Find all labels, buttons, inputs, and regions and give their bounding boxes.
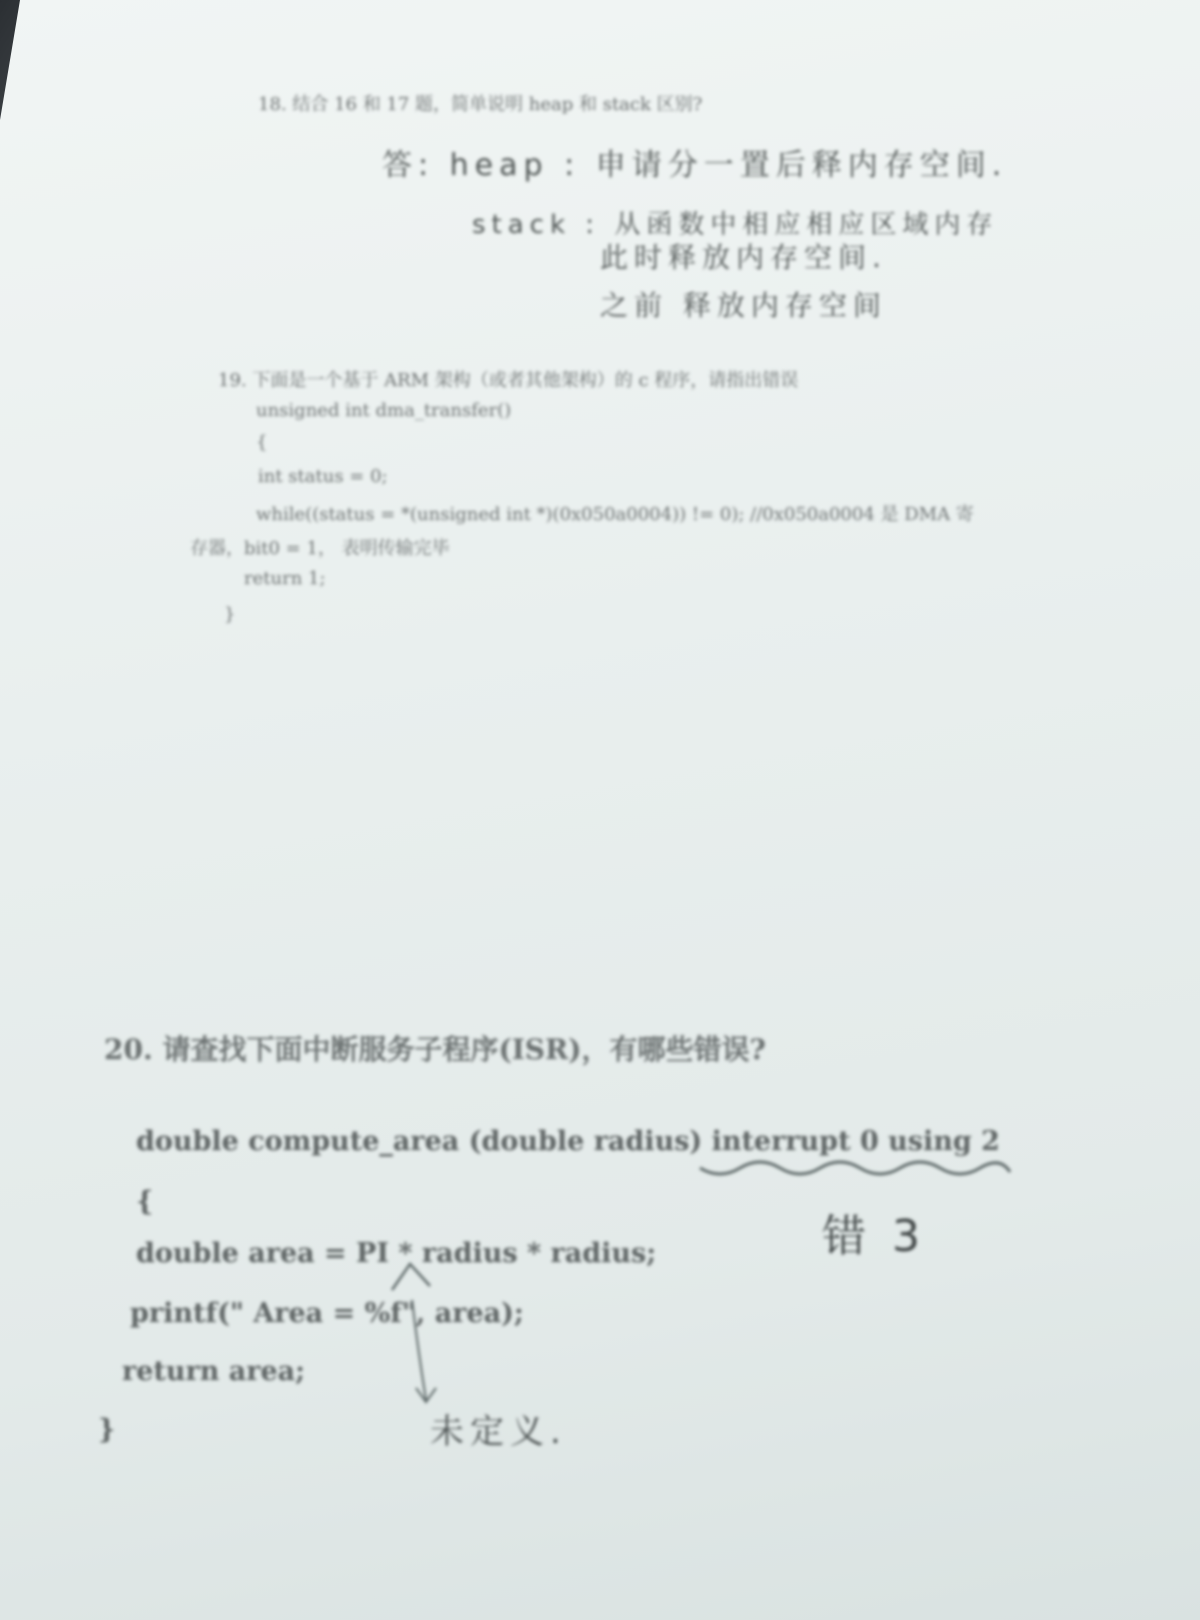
q18-answer-line-4: 之前 释放内存空间 — [600, 289, 887, 322]
q20-code-line: } — [98, 1414, 116, 1445]
q20-code-line: return area; — [122, 1356, 306, 1387]
question-19-title: 19. 下面是一个基于 ARM 架构（或者其他架构）的 c 程序，请指出错误 — [218, 370, 799, 391]
wavy-underline-icon — [700, 1162, 1010, 1174]
q18-answer-line-3: 此时释放内存空间. — [600, 241, 887, 274]
question-20-title: 20. 请查找下面中断服务子程序(ISR)，有哪些错误? — [104, 1033, 766, 1066]
handwritten-mark-error: 错 3 — [822, 1211, 926, 1262]
q20-code-line: { — [136, 1186, 154, 1217]
q20-code-line: double compute_area (double radius) interrupt 0 using 2 — [136, 1126, 1000, 1157]
q19-code-line: unsigned int dma_transfer() — [256, 400, 512, 421]
q19-code-line: 存器，bit0 = 1， 表明传输完毕 — [190, 538, 450, 559]
q19-code-line: while((status = *(unsigned int *)(0x050a0004)) != 0); //0x050a0004 是 DMA 寄 — [256, 504, 974, 525]
q18-answer-line-1: 答: heap : 申请分一置后释内存空间. — [382, 148, 1008, 183]
q19-code-line: } — [224, 604, 236, 625]
question-18-title: 18. 结合 16 和 17 题，简单说明 heap 和 stack 区别? — [258, 94, 703, 115]
q19-code-line: return 1; — [244, 568, 326, 589]
q19-code-line: { — [256, 432, 268, 453]
q20-code-line: double area = PI * radius * radius; — [136, 1238, 657, 1269]
q19-code-line: int status = 0; — [258, 466, 388, 487]
arrow-line-icon — [412, 1300, 426, 1400]
handwritten-mark-undefined: 未定义. — [430, 1412, 567, 1452]
q20-code-line: printf(" Area = %f", area); — [130, 1298, 524, 1329]
q18-answer-line-2: stack : 从函数中相应相应区域内存 — [472, 210, 999, 240]
caret-mark-icon — [392, 1264, 430, 1290]
